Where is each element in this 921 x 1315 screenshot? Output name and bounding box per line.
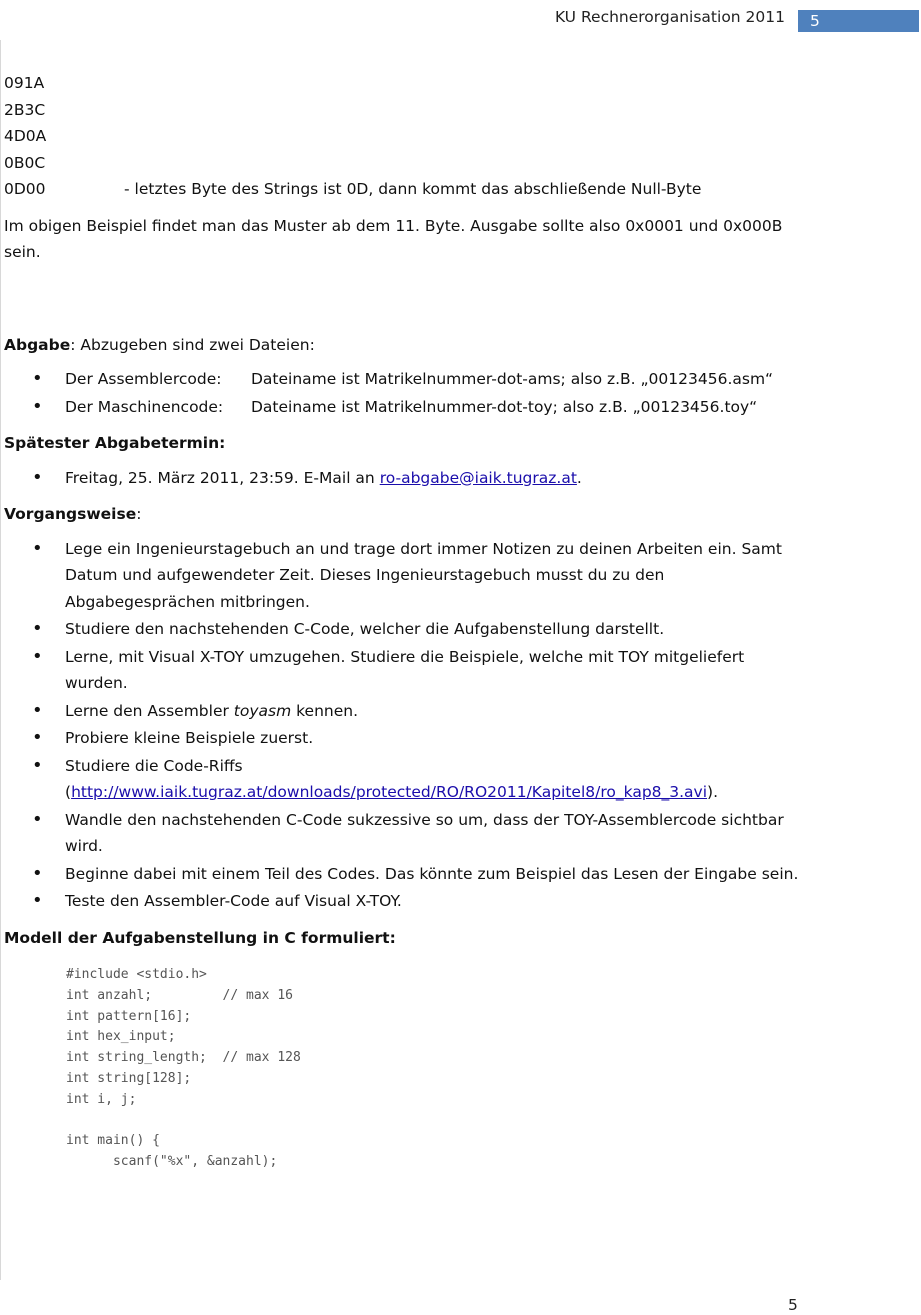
hex-line	[4, 123, 909, 150]
code-line: int pattern[16];	[66, 1008, 192, 1024]
item-line: Studiere den nachstehenden C-Code, welcher die Aufgabenstellung darstellt.	[65, 620, 665, 638]
deadline-heading: Spätester Abgabetermin:	[4, 434, 226, 452]
code-line: int anzahl; // max 16	[66, 987, 293, 1003]
list-item	[4, 465, 909, 492]
deadline-list	[4, 465, 909, 492]
item-text: Lerne den Assembler	[65, 701, 234, 720]
item-line: Lerne, mit Visual X-TOY umzugehen. Studiere die Beispiele, welche mit TOY mitgeliefert	[65, 647, 745, 666]
abgabe-item-label: Der Assemblercode:	[65, 370, 222, 388]
c-code-block	[66, 965, 909, 1173]
page-number: 5	[788, 1296, 798, 1314]
item-line: wird.	[65, 837, 103, 855]
example-paragraph	[4, 213, 909, 266]
list-item	[4, 698, 909, 725]
hex-line	[4, 150, 909, 177]
list-item	[4, 888, 909, 915]
code-line: int hex_input;	[66, 1029, 176, 1045]
item-line: Datum und aufgewendeter Zeit. Dieses Ingenieurstagebuch musst du zu den	[65, 566, 665, 584]
item-line: Abgabegesprächen mitbringen.	[65, 592, 310, 611]
toyasm-italic: toyasm	[233, 701, 292, 720]
vorgangsweise-heading	[4, 501, 909, 528]
hex-value: 091A	[4, 74, 45, 92]
code-riffs-link[interactable]: http://www.iaik.tugraz.at/downloads/protected/RO/RO2011/Kapitel8/ro_kap8_3.avi	[71, 783, 708, 801]
abgabe-item-text: Dateiname ist Matrikelnummer-dot-toy; also z.B. „00123456.toy“	[251, 397, 758, 416]
paren-open: (	[65, 783, 72, 801]
vorgangsweise-label: Vorgangsweise	[4, 505, 137, 523]
deadline-period: .	[576, 468, 582, 487]
header-page-badge: 5	[798, 10, 919, 32]
item-line: Lege ein Ingenieurstagebuch an und trage dort immer Notizen zu deinen Arbeiten ein. Samt	[65, 539, 782, 558]
list-item	[4, 366, 909, 393]
code-line: int string[128];	[66, 1070, 192, 1086]
list-item	[4, 725, 909, 752]
code-line: int main() {	[66, 1133, 160, 1149]
item-line: Wandle den nachstehenden C-Code sukzessive so um, dass der TOY-Assemblercode sichtbar	[65, 810, 784, 829]
list-item	[4, 807, 909, 860]
deadline-text: Freitag, 25. März 2011, 23:59. E-Mail an	[65, 468, 380, 487]
code-line	[66, 1111, 909, 1132]
document-body	[4, 70, 909, 1173]
abgabe-item-text: Dateiname ist Matrikelnummer-dot-ams; also z.B. „00123456.asm“	[251, 370, 774, 388]
abgabe-label: Abgabe	[4, 335, 71, 354]
list-item	[4, 861, 909, 888]
hex-list	[4, 70, 909, 203]
hex-value: 0D00	[4, 180, 46, 198]
item-line: Beginne dabei mit einem Teil des Codes. Das könnte zum Beispiel das Lesen der Eingabe sein.	[65, 864, 799, 883]
header-title: KU Rechnerorganisation 2011	[554, 8, 785, 26]
paren-close: ).	[707, 783, 719, 801]
page-border	[0, 40, 1, 1280]
list-item	[4, 394, 909, 421]
item-text: kennen.	[291, 701, 359, 720]
list-item	[4, 644, 909, 697]
email-link[interactable]: ro-abgabe@iaik.tugraz.at	[379, 468, 577, 487]
list-item	[4, 536, 909, 616]
code-line: int string_length; // max 128	[66, 1050, 301, 1066]
hex-value: 0B0C	[4, 153, 46, 172]
code-line: int i, j;	[66, 1091, 137, 1107]
list-item	[4, 753, 909, 806]
item-line: Teste den Assembler-Code auf Visual X-TOY.	[65, 892, 402, 910]
abgabe-item-label: Der Maschinencode:	[65, 397, 224, 416]
vorgangsweise-list	[4, 536, 909, 915]
item-line: wurden.	[65, 674, 128, 692]
example-line-1: Im obigen Beispiel findet man das Muster ab dem 11. Byte. Ausgabe sollte also 0x0001 und 0x000B	[4, 216, 783, 235]
abgabe-list	[4, 366, 909, 420]
page-header	[0, 6, 921, 30]
hex-line	[4, 97, 909, 124]
example-line-2: sein.	[4, 243, 41, 261]
abgabe-text: : Abzugeben sind zwei Dateien:	[70, 335, 315, 354]
hex-line	[4, 70, 909, 97]
item-line: Studiere die Code-Riffs	[65, 756, 243, 775]
vorgangsweise-colon: :	[136, 505, 142, 523]
hex-line	[4, 176, 909, 203]
item-line: Probiere kleine Beispiele zuerst.	[65, 729, 314, 747]
hex-value: 4D0A	[4, 127, 47, 145]
hex-note: - letztes Byte des Strings ist 0D, dann kommt das abschließende Null-Byte	[124, 180, 702, 198]
code-line: scanf("%x", &anzahl);	[66, 1154, 278, 1170]
list-item	[4, 616, 909, 643]
modell-heading: Modell der Aufgabenstellung in C formuliert:	[4, 928, 396, 947]
code-line: #include <stdio.h>	[66, 967, 207, 982]
hex-value: 2B3C	[4, 100, 46, 119]
abgabe-paragraph	[4, 332, 909, 359]
